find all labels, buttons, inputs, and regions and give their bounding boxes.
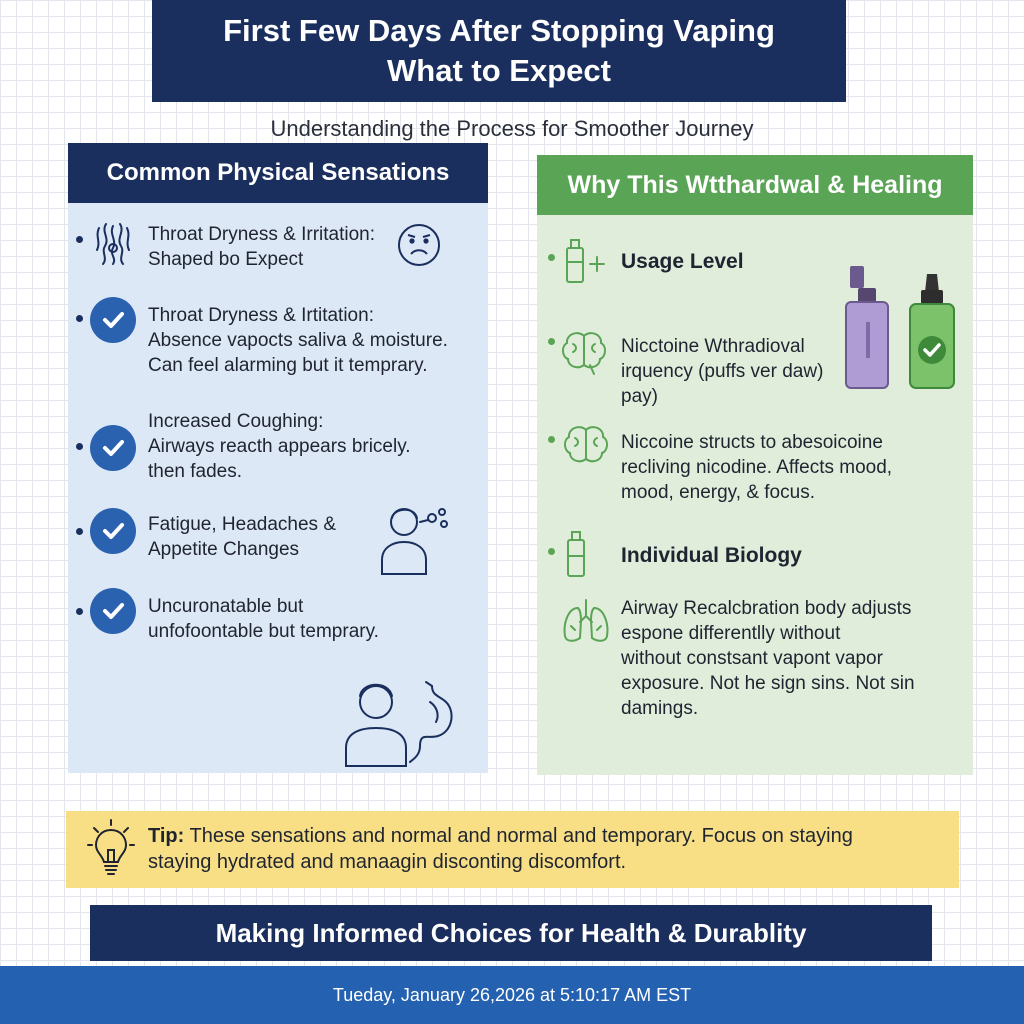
- page-title: [152, 0, 846, 102]
- lungs-icon: [560, 598, 612, 649]
- timestamp-bar: [0, 966, 1024, 1024]
- brain-icon: [560, 330, 608, 381]
- bullet-dot: [76, 528, 83, 535]
- bullet-dot: [76, 315, 83, 322]
- tip-text: Tip: These sensations and normal and normal and temporary. Focus on staying staying hydrated and manaagin disconting discomfort.: [148, 825, 853, 873]
- bullet-dot: [76, 236, 83, 243]
- bullet-dot: [76, 443, 83, 450]
- person-stomach-icon: [340, 672, 464, 773]
- informed-choices-banner: Making Informed Choices for Health & Durablity: [90, 905, 932, 961]
- bullet-dot: [548, 338, 555, 345]
- individual-biology-heading: Individual Biology: [621, 544, 802, 567]
- person-coughing-icon: [376, 498, 456, 583]
- list-item: Throat Dryness & Irritation: Shaped bo Expect: [148, 224, 376, 270]
- tip-label: Tip:: [148, 825, 185, 847]
- bullet-dot: [548, 548, 555, 555]
- physical-sensations-heading: Common Physical Sensations: [68, 143, 488, 203]
- title-line-1: First Few Days After Stopping Vaping: [223, 13, 775, 48]
- vape-bottle-icon: [562, 528, 592, 585]
- sad-face-icon: [396, 222, 442, 273]
- bullet-dot: [76, 608, 83, 615]
- nerve-icon: [88, 218, 138, 273]
- list-item: Increased Coughing: Airways reacth appears bricely. then fades.: [148, 411, 411, 482]
- bullet-dot: [548, 254, 555, 261]
- withdrawal-healing-heading: Why This Wtthardwal & Healing: [537, 155, 973, 215]
- usage-level-heading: Usage Level: [621, 250, 744, 273]
- list-item: Fatigue, Headaches & Appetite Changes: [148, 514, 337, 560]
- check-icon: [90, 508, 136, 554]
- check-icon: [90, 588, 136, 634]
- vape-bottle-plus-icon: [562, 236, 612, 291]
- check-icon: [90, 297, 136, 343]
- timestamp: Tueday, January 26,2026 at 5:10:17 AM EST: [332, 984, 692, 1005]
- list-item: Throat Dryness & Irtitation: Absence vapocts saliva & moisture. Can feel alarming but it temprary.: [148, 305, 448, 376]
- check-icon: [90, 425, 136, 471]
- list-item: Nicctoine Wthradioval irquency (puffs ver daw) pay): [621, 336, 824, 407]
- page-subtitle: Understanding the Process for Smoother Journey: [270, 116, 754, 141]
- lightbulb-icon: [86, 818, 136, 883]
- list-item: Airway Recalcbration body adjusts espone differentlly without without constsant vapont vapor exposure. Not he sign sins. Not sin damings.: [621, 598, 915, 719]
- brain-icon: [562, 424, 610, 475]
- bullet-dot: [548, 436, 555, 443]
- list-item: Uncuronatable but unfofoontable but temprary.: [148, 596, 379, 642]
- title-line-2: What to Expect: [387, 53, 611, 88]
- list-item: Niccoine structs to abesoicoine recliving nicodine. Affects mood, mood, energy, & focus.: [621, 432, 893, 503]
- e-liquid-bottle-icon: [906, 272, 958, 395]
